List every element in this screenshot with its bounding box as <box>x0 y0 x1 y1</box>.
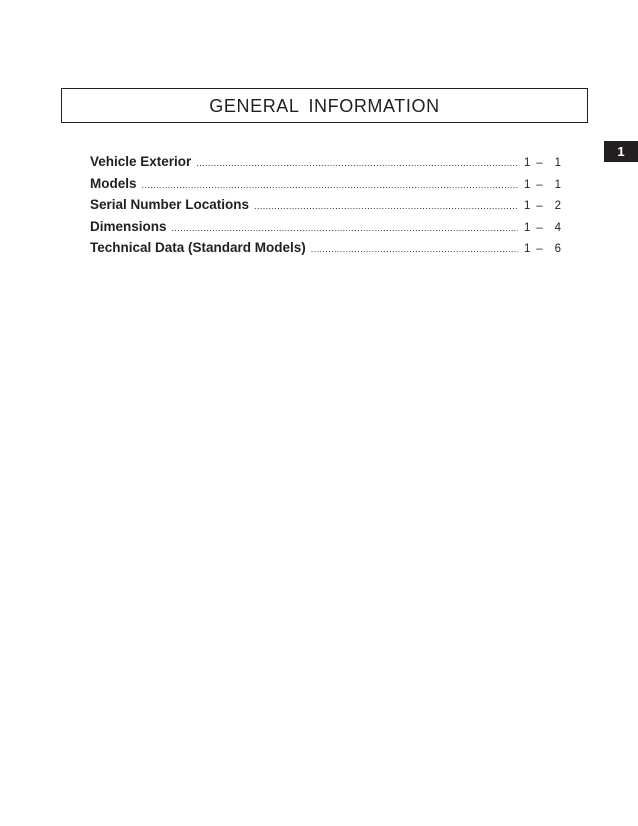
dot-leader <box>172 223 518 233</box>
page-number: 4 <box>554 221 561 234</box>
chapter-number: 1 <box>524 221 531 234</box>
chapter-number: 1 <box>524 178 531 191</box>
page-number: 6 <box>554 243 561 255</box>
toc-entry-serial-number-locations[interactable] <box>90 197 561 219</box>
dot-leader <box>311 244 518 254</box>
page-separator: – <box>536 200 543 212</box>
page-number: 1 <box>554 157 561 169</box>
page-separator: – <box>536 157 543 169</box>
page-separator: – <box>536 178 543 191</box>
toc-entry-label: Serial Number Locations <box>90 197 250 212</box>
section-tab <box>604 141 638 162</box>
chapter-number: 1 <box>524 243 531 255</box>
toc-entry-label: Dimensions <box>90 218 167 234</box>
toc-entry-page <box>524 200 561 212</box>
page-number: 1 <box>554 178 561 191</box>
toc-entry-page <box>524 222 561 234</box>
toc-entry-vehicle-exterior[interactable] <box>90 154 561 176</box>
page-separator: – <box>536 221 543 234</box>
page-title: GENERAL INFORMATION <box>209 95 440 116</box>
chapter-number: 1 <box>524 200 531 212</box>
dot-leader <box>142 180 518 190</box>
dot-leader <box>196 158 518 168</box>
page-number: 2 <box>554 200 561 212</box>
toc-entry-label: Vehicle Exterior <box>90 154 192 169</box>
page-separator: – <box>536 243 543 255</box>
toc-entry-technical-data[interactable] <box>90 240 561 262</box>
section-tab-number: 1 <box>617 144 625 159</box>
section-title-box <box>61 88 588 123</box>
toc-entry-dimensions[interactable] <box>90 219 561 241</box>
toc-entry-label: Technical Data (Standard Models) <box>90 240 306 255</box>
toc-entry-models[interactable] <box>90 176 561 198</box>
dot-leader <box>254 201 518 211</box>
chapter-number: 1 <box>524 157 531 169</box>
toc-entry-label: Models <box>90 175 137 191</box>
toc-entry-page <box>524 243 561 255</box>
toc-entry-page <box>524 157 561 169</box>
table-of-contents <box>90 154 561 262</box>
toc-entry-page <box>524 179 561 191</box>
